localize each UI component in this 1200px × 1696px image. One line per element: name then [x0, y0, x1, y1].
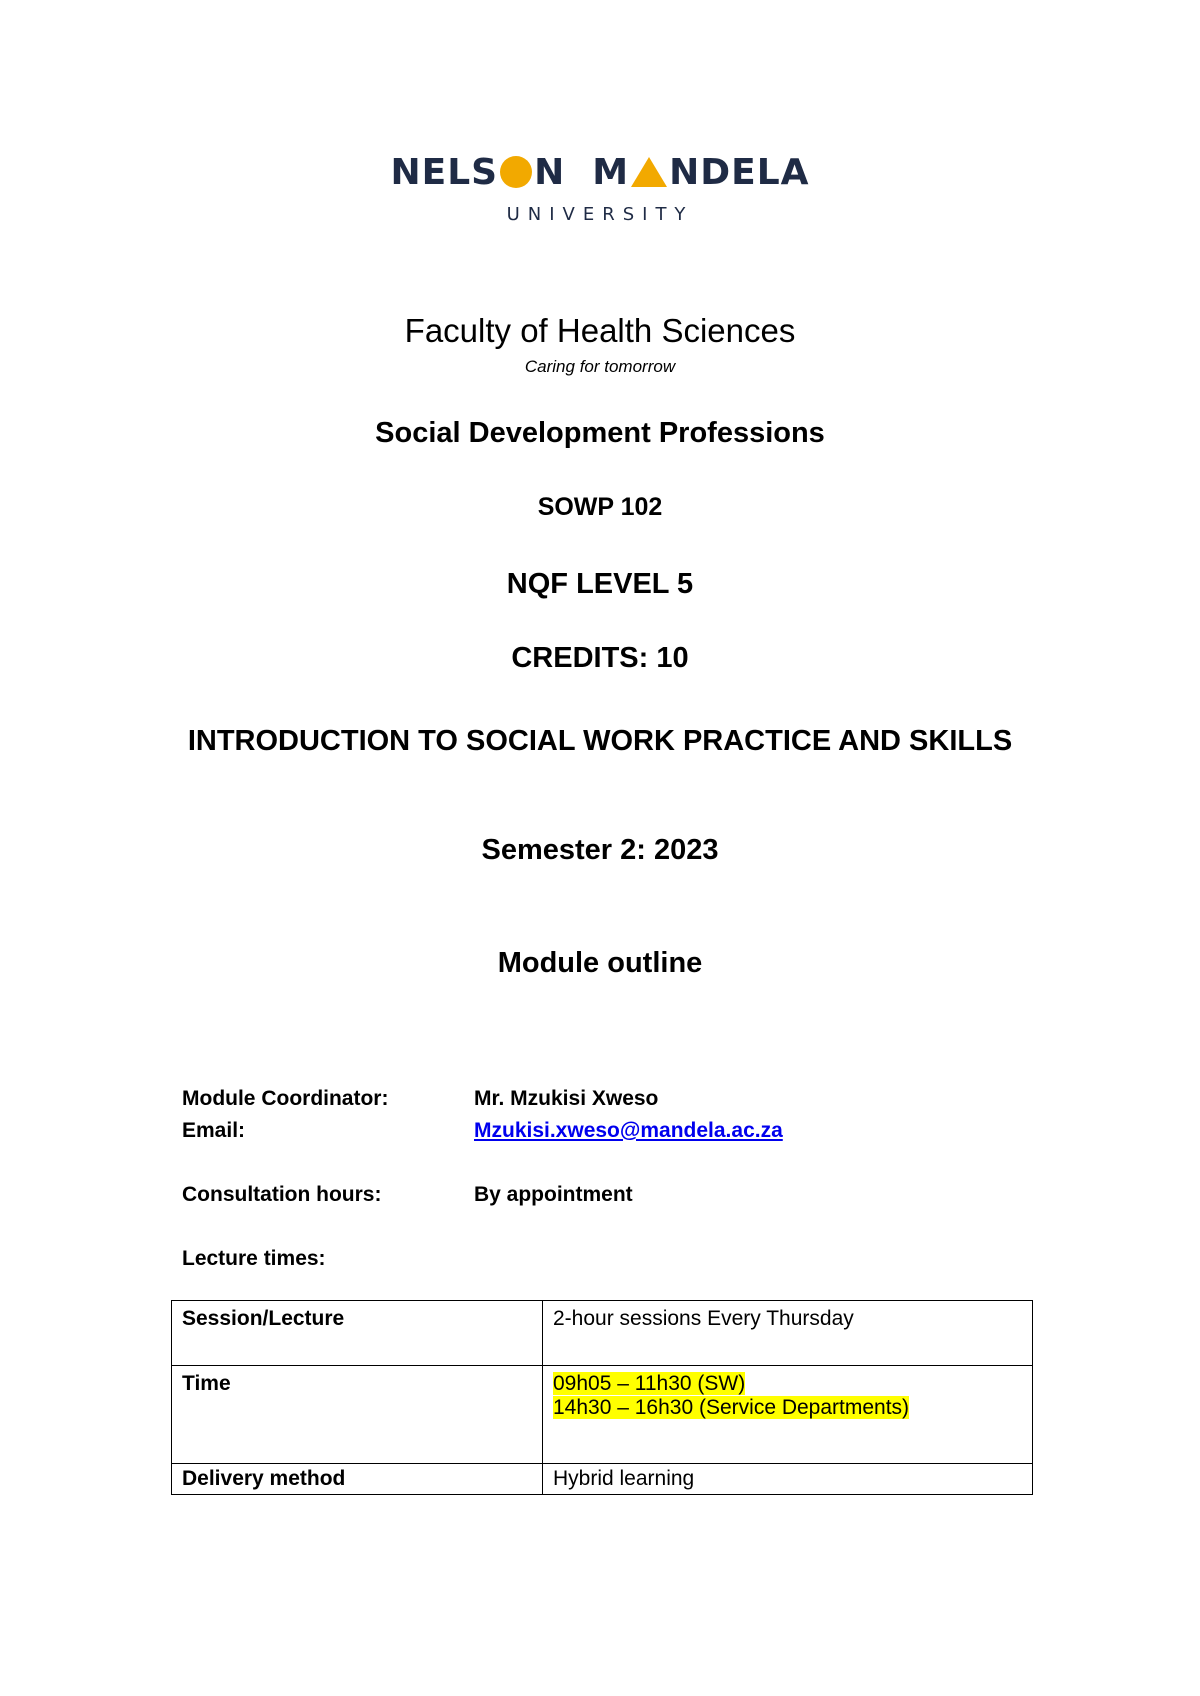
logo-subtitle: UNIVERSITY [506, 204, 694, 225]
time-slot-service: 14h30 – 16h30 (Service Departments) [553, 1396, 910, 1419]
logo-text-part4: NDELA [669, 151, 810, 193]
nqf-level: NQF LEVEL 5 [506, 568, 694, 600]
semester: Semester 2: 2023 [481, 834, 719, 866]
coordinator-label: Module Coordinator: [182, 1087, 389, 1110]
email-label: Email: [182, 1119, 246, 1142]
logo-triangle-icon [631, 157, 667, 187]
table-cell-value: Hybrid learning [543, 1464, 1033, 1495]
university-logo [0, 150, 1200, 193]
table-cell-label: Delivery method [172, 1464, 543, 1495]
table-cell-value: 2-hour sessions Every Thursday [543, 1301, 1033, 1366]
coordinator-value: Mr. Mzukisi Xweso [474, 1087, 659, 1110]
lecture-times-table [171, 1300, 1033, 1495]
table-row [172, 1366, 1033, 1464]
logo-text-part1: NELS [390, 151, 499, 193]
table-cell-label: Session/Lecture [172, 1301, 543, 1366]
consultation-value: By appointment [474, 1183, 633, 1206]
time-slot-sw: 09h05 – 11h30 (SW) [553, 1372, 746, 1395]
lecture-times-label: Lecture times: [182, 1247, 326, 1270]
faculty-title: Faculty of Health Sciences [404, 312, 796, 349]
table-cell-label: Time [172, 1366, 543, 1464]
table-cell-value [543, 1366, 1033, 1464]
logo-text-part3: M [592, 151, 630, 193]
email-link[interactable]: Mzukisi.xweso@mandela.ac.za [474, 1119, 783, 1142]
module-credits: CREDITS: 10 [511, 642, 689, 674]
module-title: INTRODUCTION TO SOCIAL WORK PRACTICE AND SKILLS [187, 725, 1013, 757]
faculty-tagline: Caring for tomorrow [524, 357, 676, 376]
consultation-label: Consultation hours: [182, 1183, 382, 1206]
department-name: Social Development Professions [375, 417, 825, 449]
table-row [172, 1301, 1033, 1366]
table-row [172, 1464, 1033, 1495]
module-code: SOWP 102 [537, 493, 663, 521]
logo-sun-icon [500, 156, 532, 188]
logo-text-part2: N [534, 151, 566, 193]
document-type: Module outline [497, 947, 703, 979]
